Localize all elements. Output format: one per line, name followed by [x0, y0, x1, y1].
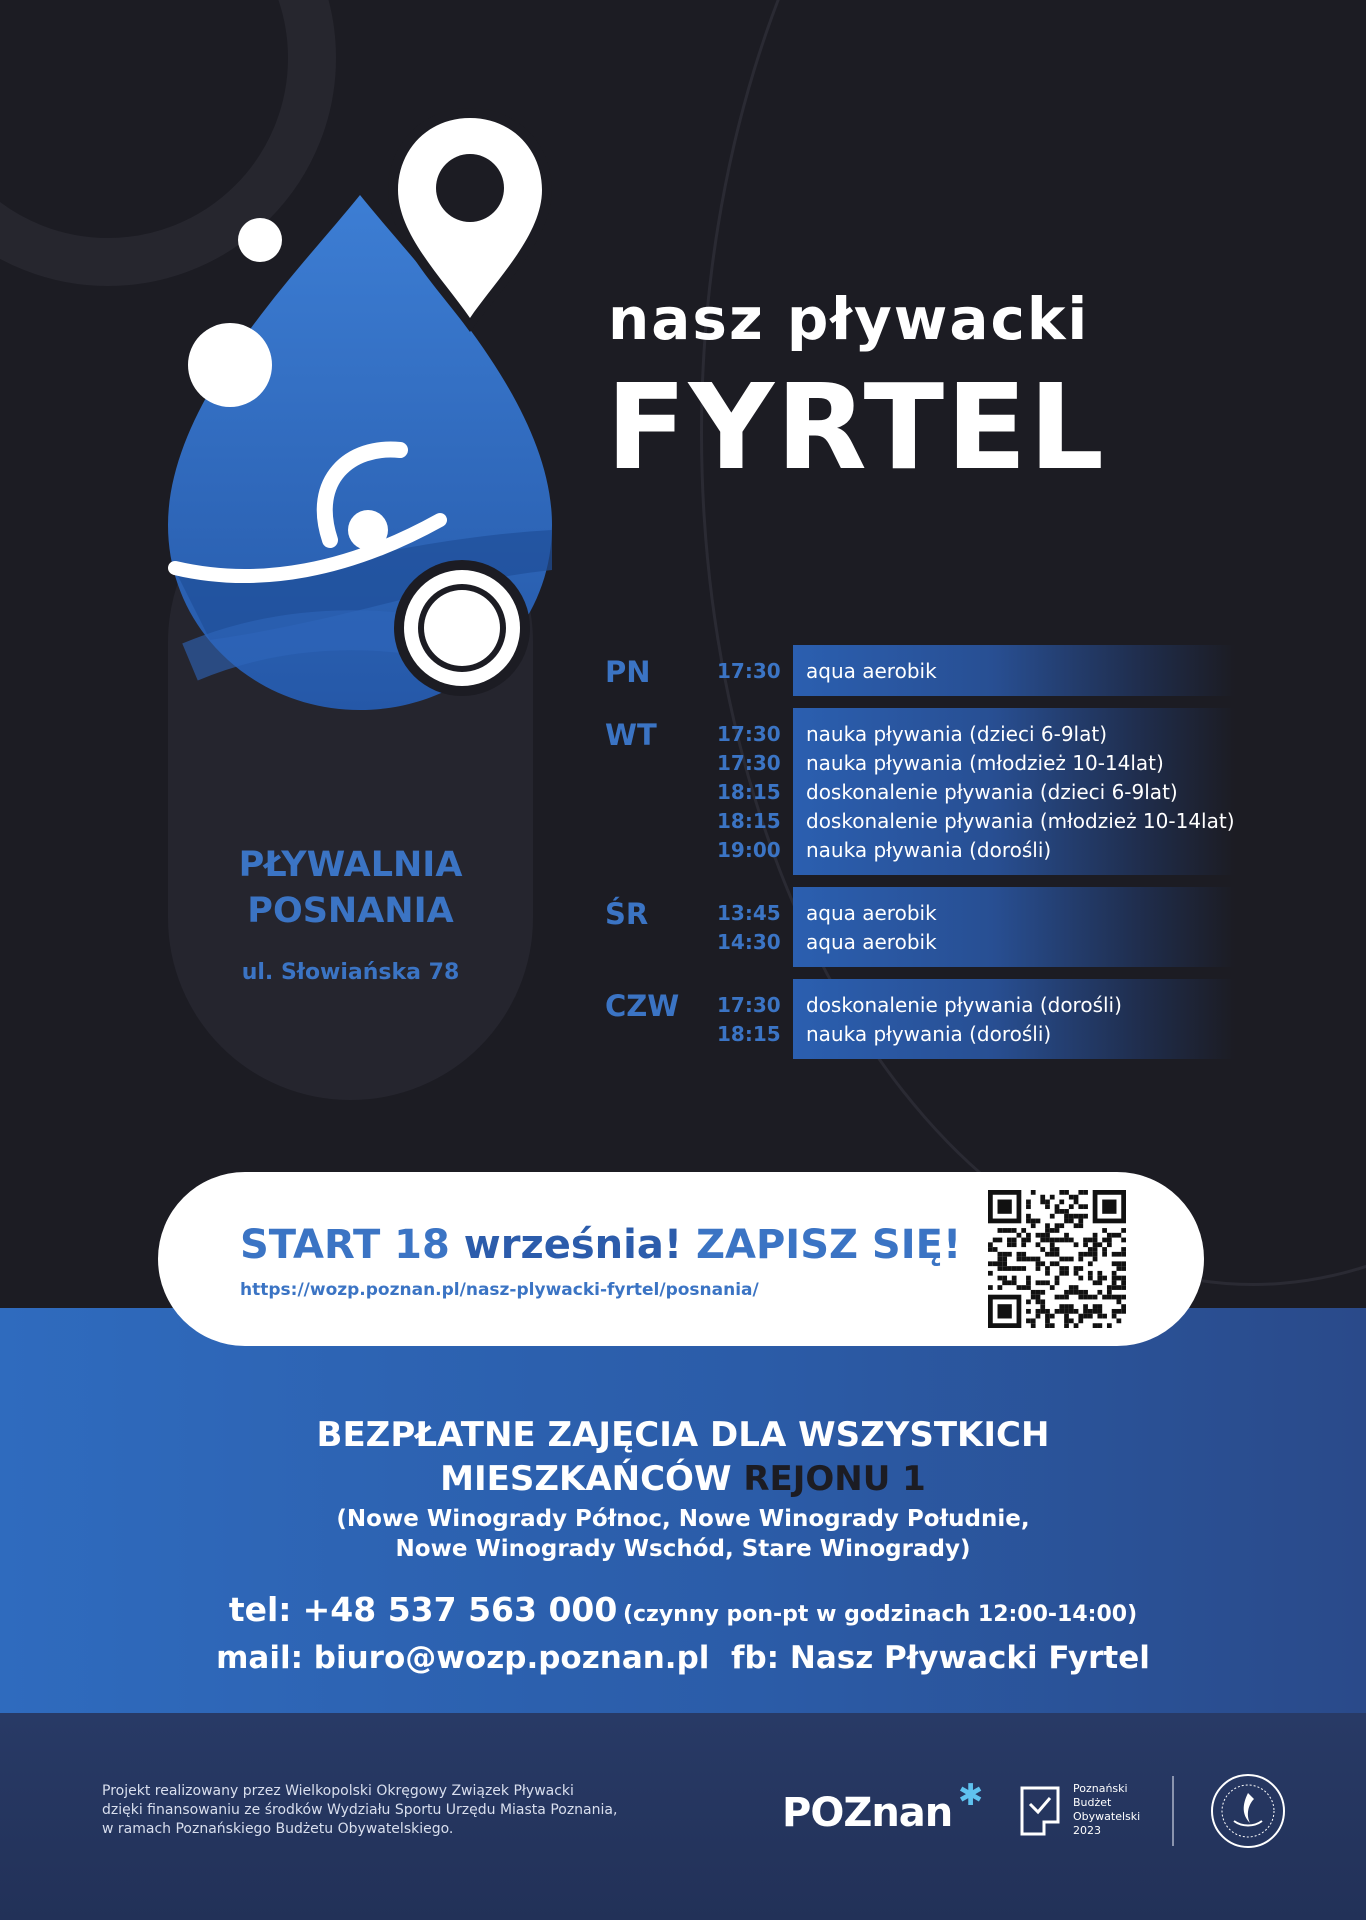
day-activities — [717, 708, 1235, 875]
day-activities — [717, 887, 1235, 967]
schedule-row — [717, 991, 1235, 1020]
pbo-line-3: Obywatelski — [1073, 1810, 1141, 1823]
row-activity: aqua aerobik — [806, 901, 937, 925]
qr-code-icon[interactable] — [988, 1190, 1126, 1328]
signup-start: START 18 — [240, 1222, 450, 1268]
wozp-emblem-icon — [1208, 1771, 1288, 1851]
disclaimer-line-3: w ramach Poznańskiego Budżetu Obywatelskiego. — [102, 1821, 454, 1837]
row-time: 18:15 — [717, 780, 781, 804]
phone-contact — [0, 1590, 1366, 1629]
row-time: 14:30 — [717, 930, 781, 954]
schedule-row — [717, 928, 1235, 957]
schedule-row — [717, 836, 1235, 865]
row-time: 17:30 — [717, 722, 781, 746]
tel-hours: (czynny pon-pt w godzinach 12:00-14:00) — [622, 1602, 1138, 1627]
pbo-line-1: Poznański — [1073, 1782, 1128, 1795]
schedule-day — [605, 708, 1235, 875]
venue-name-line-1: PŁYWALNIA — [238, 845, 463, 885]
fb-value[interactable]: Nasz Pływacki Fyrtel — [789, 1640, 1150, 1676]
signup-banner — [158, 1172, 1204, 1346]
areas-line-1: (Nowe Winogrady Północ, Nowe Winogrady Południe, — [336, 1506, 1030, 1532]
schedule-row — [717, 1020, 1235, 1049]
row-activity: aqua aerobik — [806, 659, 937, 683]
poznan-logo: POZnan — [782, 1790, 953, 1836]
mail-contact — [0, 1640, 1366, 1676]
mail-value[interactable]: biuro@wozp.poznan.pl — [313, 1640, 710, 1676]
day-label: CZW — [605, 989, 680, 1023]
row-activity: aqua aerobik — [806, 930, 937, 954]
schedule-day — [605, 645, 1235, 696]
row-activity: nauka pływania (dorośli) — [806, 838, 1052, 862]
disclaimer-line-1: Projekt realizowany przez Wielkopolski Okręgowy Związek Pływacki — [102, 1783, 574, 1799]
day-label: WT — [605, 718, 657, 752]
schedule-row — [717, 657, 1235, 686]
schedule-row — [717, 807, 1235, 836]
row-activity: nauka pływania (młodzież 10-14lat) — [806, 751, 1164, 775]
fb-label: fb: — [731, 1640, 780, 1676]
venue-name-line-2: POSNANIA — [247, 891, 454, 931]
signup-headline — [240, 1222, 961, 1268]
asterisk-icon: ✱ — [958, 1778, 984, 1813]
row-time: 13:45 — [717, 901, 781, 925]
pbo-line-2: Budżet — [1073, 1796, 1112, 1809]
day-activities — [717, 645, 1235, 696]
pbo-year: 2023 — [1073, 1824, 1101, 1837]
row-activity: doskonalenie pływania (dzieci 6-9lat) — [806, 780, 1178, 804]
decorative-arc — [700, 0, 1366, 1286]
logo-divider — [1172, 1776, 1174, 1846]
free-region: REJONU 1 — [743, 1459, 926, 1499]
schedule-row — [717, 899, 1235, 928]
disclaimer-line-2: dzięki finansowaniu ze środków Wydziału Sportu Urzędu Miasta Poznania, — [102, 1802, 618, 1818]
project-disclaimer — [102, 1782, 617, 1839]
day-label: ŚR — [605, 897, 649, 931]
schedule-day — [605, 887, 1235, 967]
tel-number[interactable]: +48 537 563 000 — [302, 1590, 618, 1629]
areas-list — [0, 1504, 1366, 1564]
free-residents: MIESZKAŃCÓW — [440, 1459, 732, 1499]
venue-block — [168, 842, 533, 985]
schedule-row — [717, 778, 1235, 807]
checkmark-box-icon — [1018, 1784, 1062, 1838]
row-activity: doskonalenie pływania (młodzież 10-14lat) — [806, 809, 1235, 833]
row-time: 17:30 — [717, 993, 781, 1017]
signup-url[interactable]: https://wozp.poznan.pl/nasz-plywacki-fyrtel/posnania/ — [240, 1280, 759, 1300]
free-line-1: BEZPŁATNE ZAJĘCIA DLA WSZYSTKICH — [316, 1415, 1050, 1455]
free-line-2 — [0, 1457, 1366, 1501]
row-time: 18:15 — [717, 809, 781, 833]
row-time: 17:30 — [717, 659, 781, 683]
tel-label: tel: — [228, 1590, 292, 1629]
venue-address: ul. Słowiańska 78 — [241, 960, 460, 985]
schedule — [605, 645, 1235, 1071]
free-classes-heading — [0, 1413, 1366, 1501]
row-activity: nauka pływania (dzieci 6-9lat) — [806, 722, 1108, 746]
row-time: 18:15 — [717, 1022, 781, 1046]
signup-call: ZAPISZ SIĘ! — [696, 1222, 962, 1268]
title-line-2: FYRTEL — [606, 358, 1106, 496]
row-time: 17:30 — [717, 751, 781, 775]
budget-logo-text — [1073, 1782, 1140, 1838]
location-pin-icon — [380, 100, 560, 340]
title-line-1: nasz pływacki — [608, 285, 1090, 353]
signup-month: września! — [463, 1222, 683, 1268]
schedule-day — [605, 979, 1235, 1059]
day-label: PN — [605, 655, 651, 689]
row-time: 19:00 — [717, 838, 781, 862]
row-activity: doskonalenie pływania (dorośli) — [806, 993, 1122, 1017]
mail-label: mail: — [216, 1640, 303, 1676]
row-activity: nauka pływania (dorośli) — [806, 1022, 1052, 1046]
areas-line-2: Nowe Winogrady Wschód, Stare Winogrady) — [395, 1536, 971, 1562]
schedule-row — [717, 749, 1235, 778]
day-activities — [717, 979, 1235, 1059]
schedule-row — [717, 720, 1235, 749]
